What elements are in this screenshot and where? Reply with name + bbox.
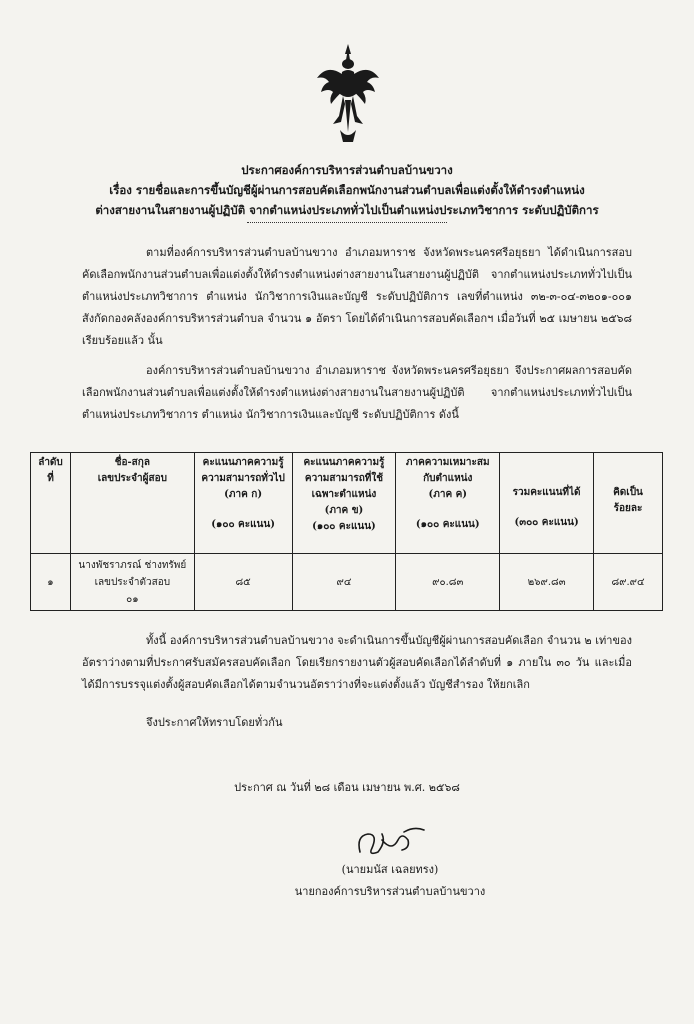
garuda-emblem-icon bbox=[313, 42, 383, 146]
cell-part-b: ๙๔ bbox=[292, 554, 396, 611]
paragraph-listing: ทั้งนี้ องค์การบริหารส่วนตำบลบ้านขวาง จะดำเนินการขึ้นบัญชีผู้ผ่านการสอบคัดเลือก จำนวน ๒ เท่าของอัตราว่างตามที่ประกาศรับสมัครสอบคัดเลือก โดยเรียกรายงานตัวผู้สอบคัดเลือกได้ลำดับที่ ๑ ภายใน ๓๐ วัน และเมื่อได้มีการบรรจุแต่งตั้งผู้สอบคัดเลือกได้ตามจำนวนอัตราว่างที่จะแต่งตั้งแล้ว บัญชีสำรอง ให้ยกเลิก bbox=[82, 634, 632, 691]
cell-name: นางพัชราภรณ์ ช่างทรัพย์ เลขประจำตัวสอบ ๐๑ bbox=[70, 554, 194, 611]
header-part-b: คะแนนภาคความรู้ ความสามารถที่ใช้ เฉพาะตำแหน่ง (ภาค ข) (๑๐๐ คะแนน) bbox=[292, 453, 396, 554]
paragraph-intro: ตามที่องค์การบริหารส่วนตำบลบ้านขวาง อำเภอมหาราช จังหวัดพระนครศรีอยุธยา ได้ดำเนินการสอบคัดเลือกพนักงานส่วนตำบลเพื่อแต่งตั้งให้ดำรงตำแหน่งต่างสายงานในสายงานผู้ปฏิบัติ จากตำแหน่งประเภททั่วไปเป็นตำแหน่งประเภทวิชาการ ตำแหน่ง นักวิชาการเงินและบัญชี ระดับปฏิบัติการ เลขที่ตำแหน่ง ๓๒-๓-๐๔-๓๒๐๑-๐๐๑ สังกัดกองคลังองค์การบริหารส่วนตำบล จำนวน ๑ อัตรา โดยได้ดำเนินการสอบคัดเลือกฯ เมื่อวันที่ ๒๕ เมษายน ๒๕๖๘ เรียบร้อยแล้ว นั้น bbox=[82, 246, 632, 347]
subject-line-2: ต่างสายงานในสายงานผู้ปฏิบัติ จากตำแหน่งประเภททั่วไปเป็นตำแหน่งประเภทวิชาการ ระดับปฏิบัติการ bbox=[95, 203, 599, 217]
subject-line-1: เรื่อง รายชื่อและการขึ้นบัญชีผู้ผ่านการสอบคัดเลือกพนักงานส่วนตำบลเพื่อแต่งตั้งให้ดำรงตำแหน่ง bbox=[109, 183, 585, 197]
header-percent: คิดเป็น ร้อยละ bbox=[594, 453, 663, 554]
cell-percent: ๘๙.๙๔ bbox=[594, 554, 663, 611]
header-order: ลำดับ ที่ bbox=[31, 453, 71, 554]
cell-order: ๑ bbox=[31, 554, 71, 611]
dotted-divider bbox=[247, 222, 447, 223]
announcement-date: ประกาศ ณ วันที่ ๒๘ เดือน เมษายน พ.ศ. ๒๕๖๘ bbox=[234, 781, 460, 794]
score-table bbox=[30, 452, 663, 611]
table-header-row bbox=[31, 453, 663, 554]
document-title: ประกาศองค์การบริหารส่วนตำบลบ้านขวาง bbox=[241, 163, 453, 177]
signer-name: (นายมนัส เฉลยทรง) bbox=[341, 863, 439, 876]
paragraph-closing: จึงประกาศให้ทราบโดยทั่วกัน bbox=[146, 716, 283, 729]
header-part-c: ภาคความเหมาะสม กับตำแหน่ง (ภาค ค) (๑๐๐ คะแนน) bbox=[396, 453, 500, 554]
cell-part-c: ๙๐.๘๓ bbox=[396, 554, 500, 611]
table-row bbox=[31, 554, 663, 611]
header-total: รวมคะแนนที่ได้ (๓๐๐ คะแนน) bbox=[500, 453, 594, 554]
header-part-a: คะแนนภาคความรู้ ความสามารถทั่วไป (ภาค ก) (๑๐๐ คะแนน) bbox=[194, 453, 292, 554]
cell-total: ๒๖๙.๘๓ bbox=[500, 554, 594, 611]
header-name: ชื่อ-สกุล เลขประจำผู้สอบ bbox=[70, 453, 194, 554]
signer-title: นายกองค์การบริหารส่วนตำบลบ้านขวาง bbox=[294, 885, 486, 898]
cell-part-a: ๘๕ bbox=[194, 554, 292, 611]
paragraph-announcement: องค์การบริหารส่วนตำบลบ้านขวาง อำเภอมหาราช จังหวัดพระนครศรีอยุธยา จึงประกาศผลการสอบคัดเลือกพนักงานส่วนตำบลเพื่อแต่งตั้งให้ดำรงตำแหน่งต่างสายงานในสายงานผู้ปฏิบัติ จากตำแหน่งประเภททั่วไปเป็นตำแหน่งประเภทวิชาการ ตำแหน่ง นักวิชาการเงินและบัญชี ระดับปฏิบัติการ ดังนี้ bbox=[82, 364, 632, 421]
